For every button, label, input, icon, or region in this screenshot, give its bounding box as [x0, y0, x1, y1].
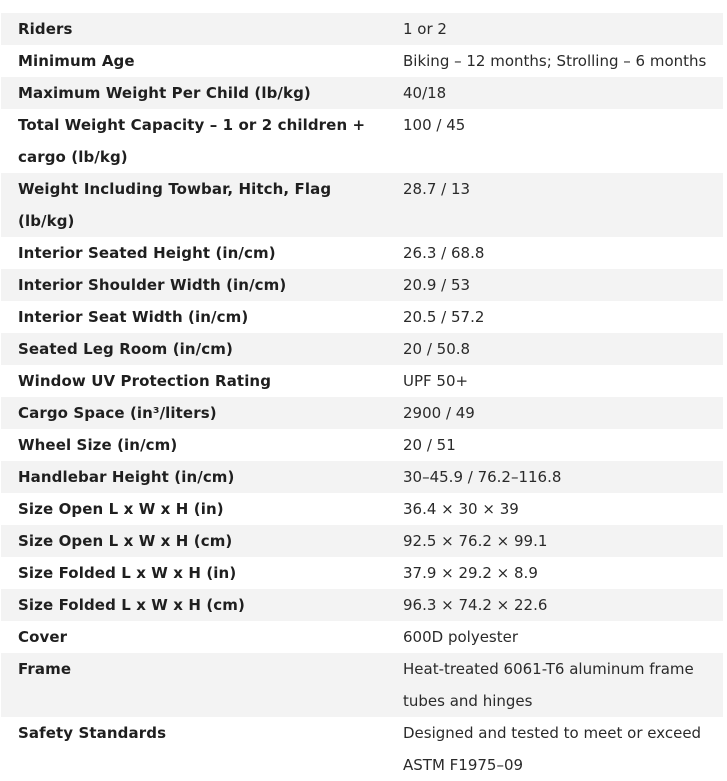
spec-label: Frame	[18, 660, 72, 678]
spec-label: Size Open L x W x H (cm)	[18, 532, 233, 550]
spec-value: 36.4 × 30 × 39	[403, 500, 519, 518]
spec-row-size-folded-in	[1, 557, 723, 589]
spec-value: 20.5 / 57.2	[403, 308, 485, 326]
spec-row-max-weight-per-child	[1, 77, 723, 109]
spec-row-safety-standards	[1, 717, 723, 781]
spec-row-cargo-space	[1, 397, 723, 429]
spec-label: Window UV Protection Rating	[18, 372, 272, 390]
spec-row-cover	[1, 621, 723, 653]
spec-value: 92.5 × 76.2 × 99.1	[403, 532, 548, 550]
spec-label: Minimum Age	[18, 52, 135, 70]
spec-label: Maximum Weight Per Child (lb/kg)	[18, 84, 311, 102]
spec-row-seated-leg-room	[1, 333, 723, 365]
spec-label: Interior Seated Height (in/cm)	[18, 244, 276, 262]
spec-row-riders	[1, 13, 723, 45]
spec-row-interior-seat-width	[1, 301, 723, 333]
spec-row-size-open-in	[1, 493, 723, 525]
spec-row-wheel-size	[1, 429, 723, 461]
spec-row-weight-including-towbar	[1, 173, 723, 237]
spec-row-total-weight-capacity	[1, 109, 723, 173]
spec-label: Wheel Size (in/cm)	[18, 436, 178, 454]
spec-label: Seated Leg Room (in/cm)	[18, 340, 233, 358]
spec-label: Size Open L x W x H (in)	[18, 500, 224, 518]
spec-value: 30–45.9 / 76.2–116.8	[403, 468, 562, 486]
spec-label: Size Folded L x W x H (cm)	[18, 596, 245, 614]
spec-value: UPF 50+	[403, 372, 469, 390]
spec-label: Interior Shoulder Width (in/cm)	[18, 276, 287, 294]
spec-value: 28.7 / 13	[403, 180, 471, 198]
spec-value: 2900 / 49	[403, 404, 475, 422]
spec-label: Handlebar Height (in/cm)	[18, 468, 235, 486]
spec-label: Interior Seat Width (in/cm)	[18, 308, 249, 326]
spec-label: Total Weight Capacity – 1 or 2 children + cargo (lb/kg)	[18, 116, 366, 166]
spec-value: 100 / 45	[403, 116, 466, 134]
spec-value: Designed and tested to meet or exceed ASTM F1975–09	[403, 724, 702, 774]
spec-label: Size Folded L x W x H (in)	[18, 564, 237, 582]
spec-row-size-folded-cm	[1, 589, 723, 621]
spec-value: 26.3 / 68.8	[403, 244, 485, 262]
spec-value: 37.9 × 29.2 × 8.9	[403, 564, 538, 582]
spec-value: 20 / 50.8	[403, 340, 471, 358]
spec-value: 20.9 / 53	[403, 276, 471, 294]
spec-value: 1 or 2	[403, 20, 447, 38]
spec-value: 20 / 51	[403, 436, 456, 454]
spec-row-minimum-age	[1, 45, 723, 77]
specifications-table	[1, 13, 723, 781]
spec-value: 96.3 × 74.2 × 22.6	[403, 596, 548, 614]
spec-label: Weight Including Towbar, Hitch, Flag (lb/kg)	[18, 180, 332, 230]
specifications-table-body	[1, 13, 723, 781]
spec-row-handlebar-height	[1, 461, 723, 493]
spec-label: Cargo Space (in³/liters)	[18, 404, 217, 422]
spec-row-interior-seated-height	[1, 237, 723, 269]
spec-row-frame	[1, 653, 723, 717]
spec-value: 40/18	[403, 84, 447, 102]
spec-row-window-uv-protection	[1, 365, 723, 397]
spec-row-size-open-cm	[1, 525, 723, 557]
spec-value: Heat-treated 6061-T6 aluminum frame tubes and hinges	[403, 660, 694, 710]
spec-value: 600D polyester	[403, 628, 519, 646]
spec-label: Cover	[18, 628, 68, 646]
spec-row-interior-shoulder-width	[1, 269, 723, 301]
spec-label: Riders	[18, 20, 73, 38]
spec-value: Biking – 12 months; Strolling – 6 months	[403, 52, 707, 70]
spec-label: Safety Standards	[18, 724, 167, 742]
